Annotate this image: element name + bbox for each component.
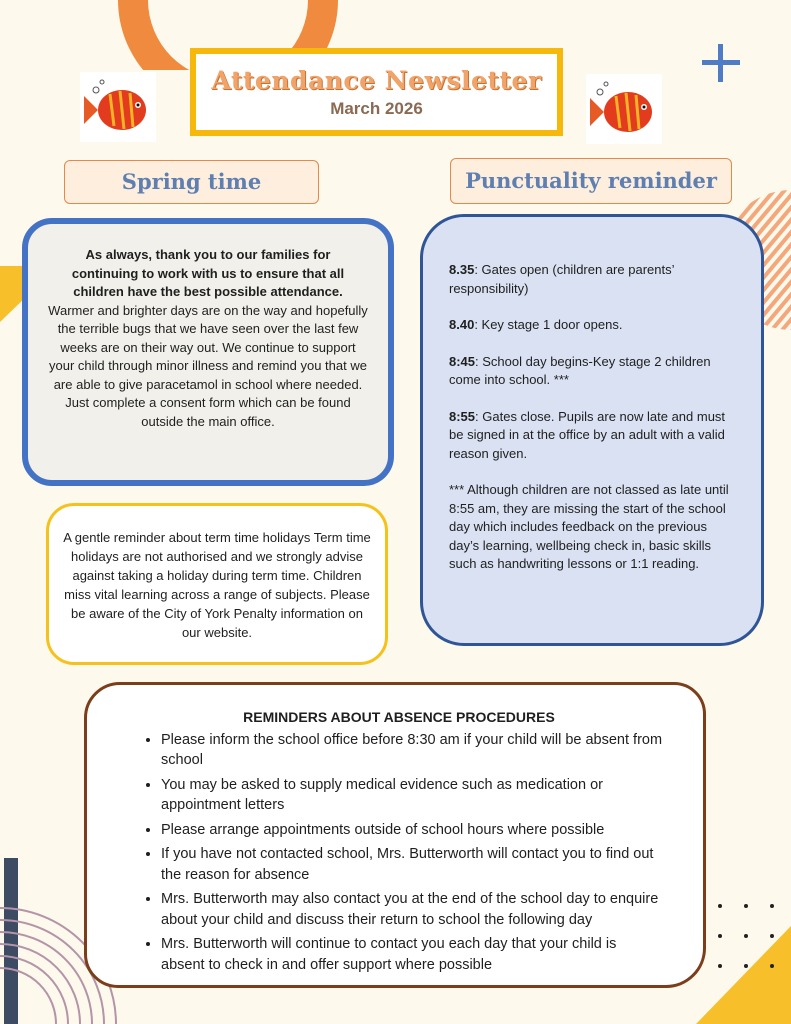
newsletter-date: March 2026	[330, 99, 423, 118]
punctuality-card	[420, 214, 764, 646]
spring-lead-text: As always, thank you to our families for continuing to work with us to ensure that all children have the best possible attendance.	[71, 247, 345, 299]
fish-icon	[586, 74, 662, 144]
list-item: • If you have not contacted school, Mrs. Butterworth will contact you to find out the reason for absence	[161, 844, 663, 885]
list-item: • Mrs. Butterworth will continue to contact you each day that your child is absent to check in and offer support where possible	[161, 934, 663, 975]
plus-icon	[700, 42, 742, 84]
schedule-item: 8:45: School day begins-Key stage 2 children come into school. ***	[449, 353, 711, 387]
holiday-reminder-text: A gentle reminder about term time holidays Term time holidays are not authorised and we strongly advise against taking a holiday during term time. Children miss vital learning across a range of subjects. Please be aware of the City of York Penalty information on our website.	[63, 530, 371, 640]
absence-heading: REMINDERS ABOUT ABSENCE PROCEDURES	[243, 709, 555, 725]
list-item: • Mrs. Butterworth may also contact you at the end of the school day to enquire about your child and discuss their return to school the following day	[161, 889, 663, 930]
fish-icon-right	[586, 74, 662, 144]
fish-icon-left	[80, 72, 156, 142]
schedule-item: 8.35: Gates open (children are parents’ responsibility)	[449, 262, 674, 296]
dot-grid-decoration	[712, 898, 782, 972]
absence-list	[135, 730, 663, 976]
spring-time-card	[22, 218, 394, 486]
absence-procedures-card	[84, 682, 706, 988]
list-item: • Please inform the school office before 8:30 am if your child will be absent from school	[161, 730, 663, 771]
spring-body-text: Warmer and brighter days are on the way and hopefully the terrible bugs that we have seen over the last few weeks are on their way out. We continue to support your child through minor illness and remind you that we are able to give paracetamol in school where needed. Just complete a consent form which can be found outside the main office.	[48, 302, 368, 429]
list-item: • You may be asked to supply medical evidence such as medication or appointment letters	[161, 775, 663, 816]
list-item: • Please arrange appointments outside of school hours where possible	[161, 820, 663, 841]
holiday-reminder-card	[46, 503, 388, 665]
schedule-item: 8.40: Key stage 1 door opens.	[449, 317, 623, 332]
spring-time-heading: Spring time	[64, 160, 319, 204]
punctuality-heading: Punctuality reminder	[450, 158, 732, 204]
newsletter-title-box	[190, 48, 563, 136]
schedule-item: 8:55: Gates close. Pupils are now late and must be signed in at the office by an adult with a valid reason given.	[449, 408, 726, 461]
late-note: *** Although children are not classed as late until 8:55 am, they are missing the start of the school day which includes feedback on the previous day’s learning, wellbeing check in, basic skills such as handwriting lessons or 1:1 reading.	[449, 482, 729, 571]
fish-icon	[80, 72, 156, 142]
newsletter-title: Attendance Newsletter	[211, 66, 542, 95]
